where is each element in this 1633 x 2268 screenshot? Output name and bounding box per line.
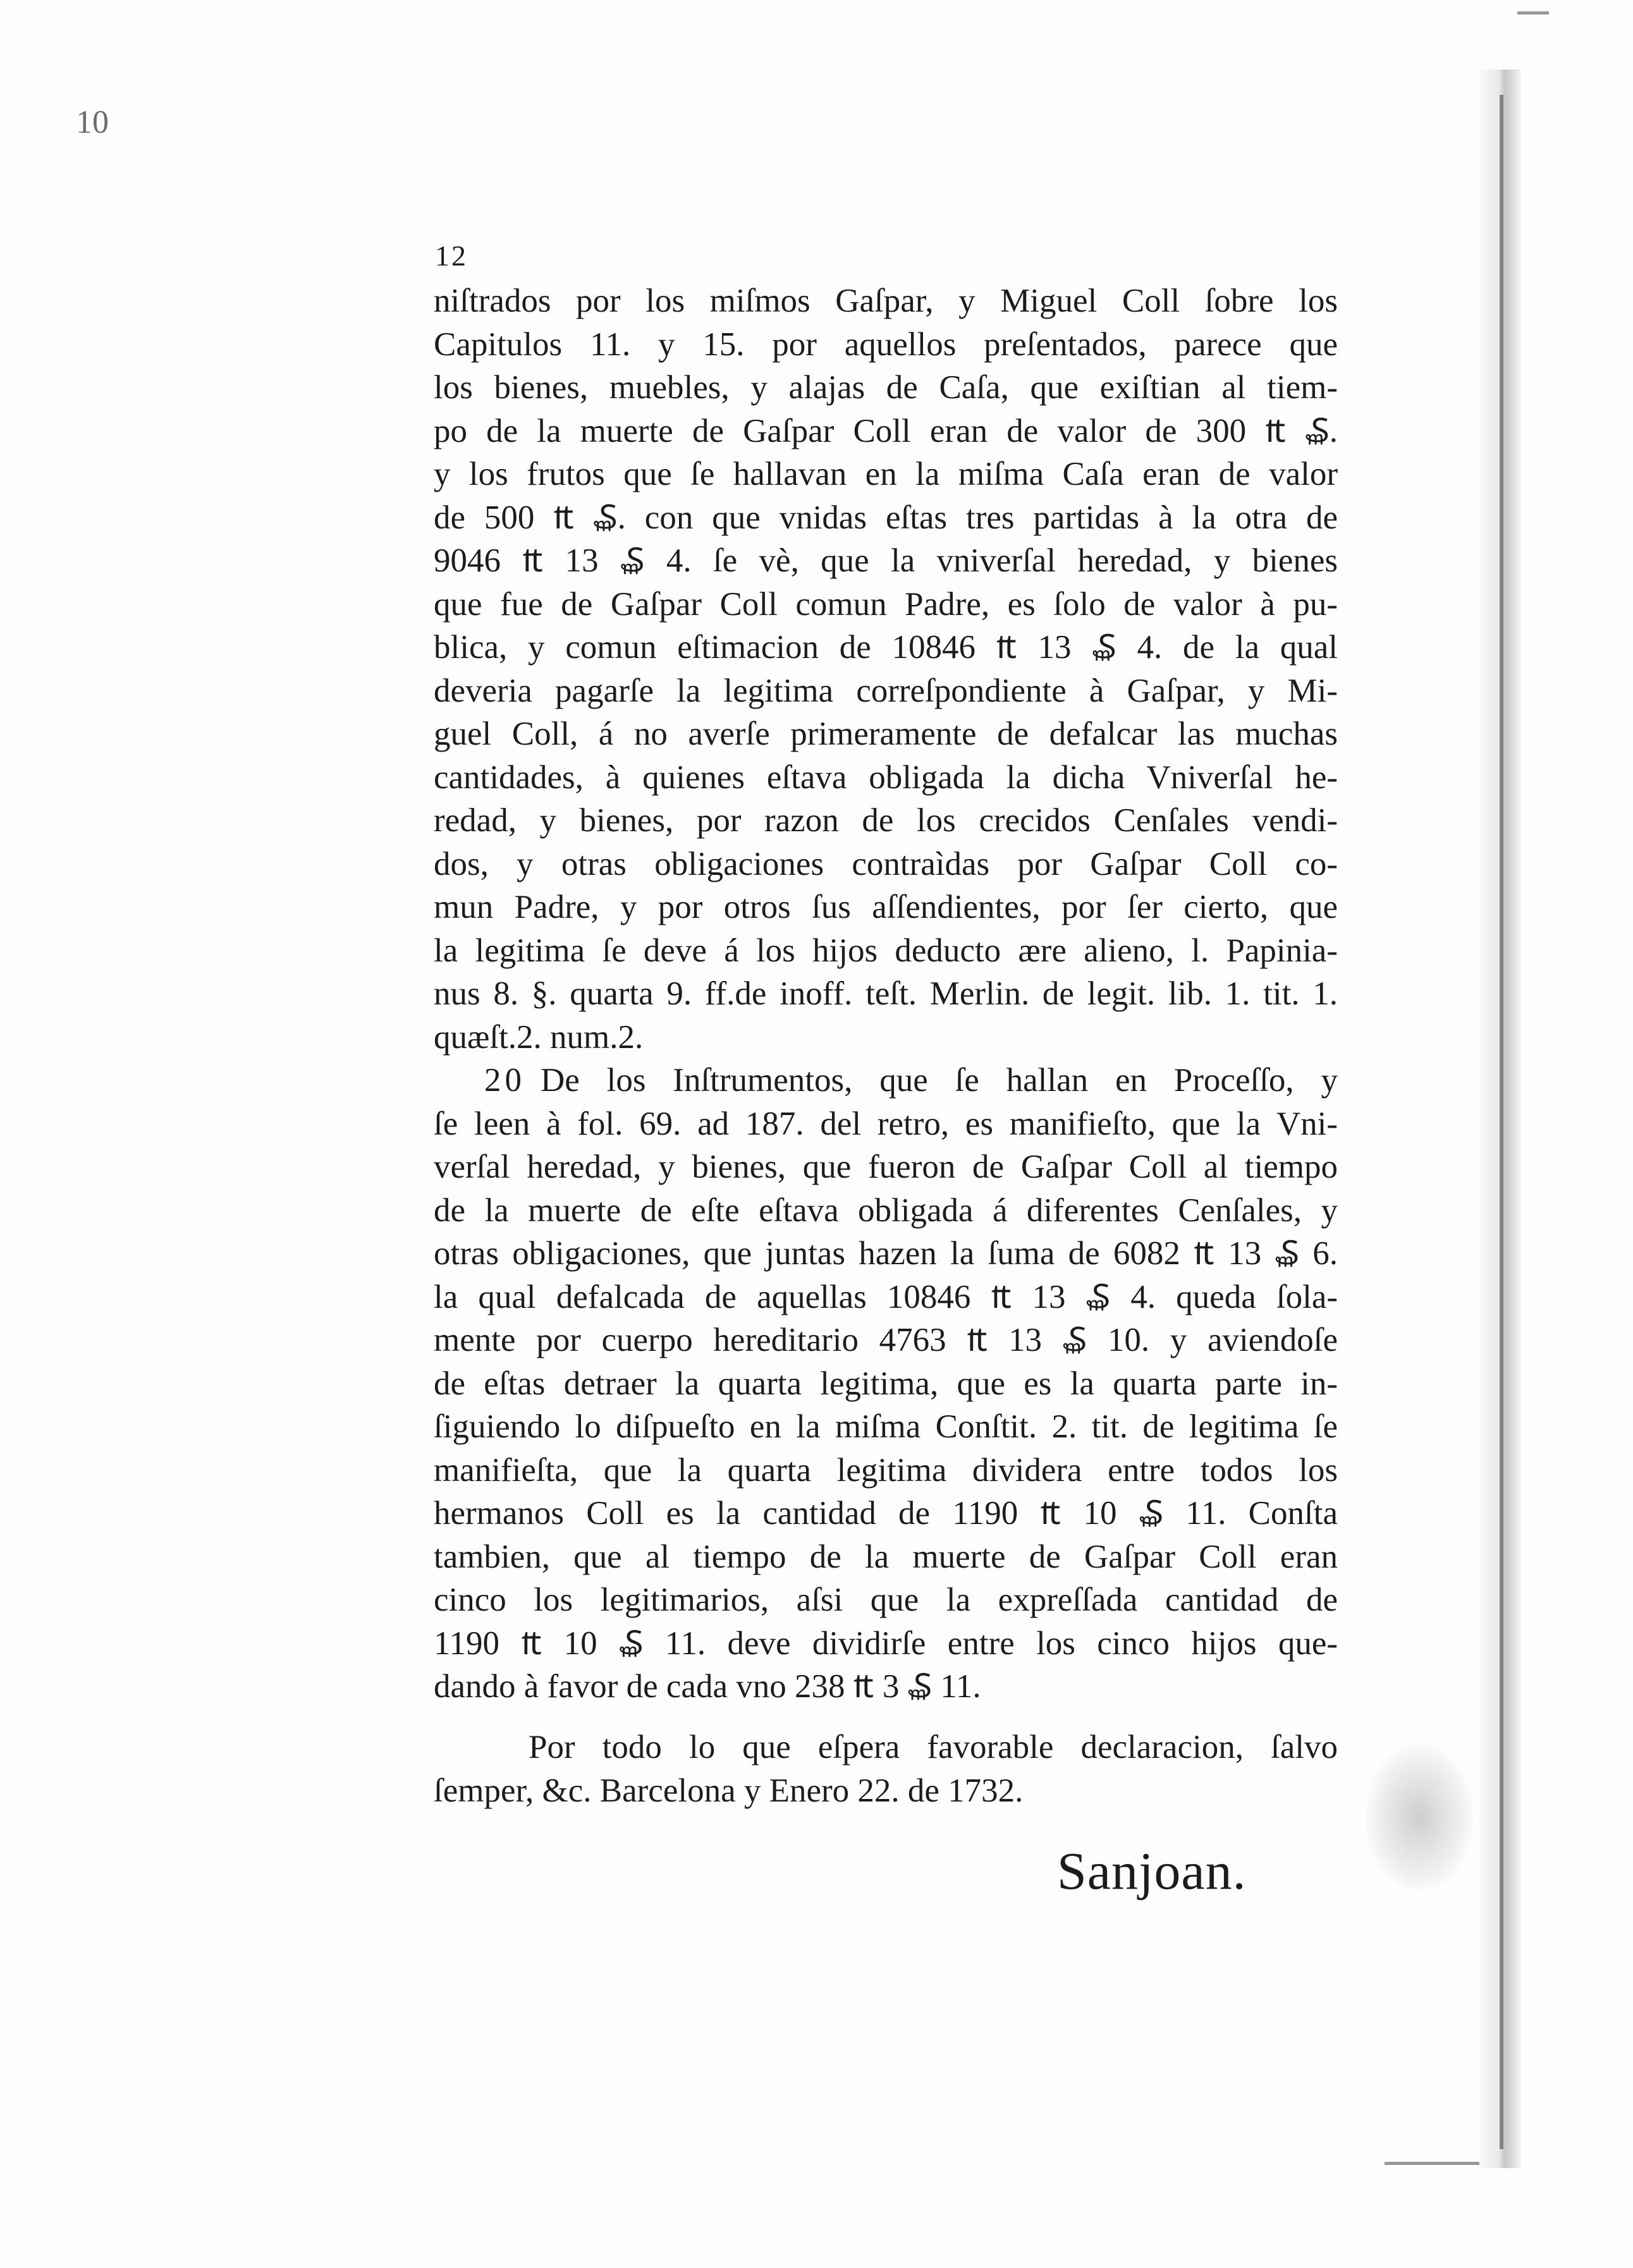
text-line: la legitima ſe deve á los hijos deducto ære alieno, l. Papinia-	[434, 932, 1338, 969]
text-line: niſtrados por los miſmos Gaſpar, y Miguel Coll ſobre los	[434, 283, 1338, 319]
text-line: redad, y bienes, por razon de los crecidos Cenſales vendi-	[434, 802, 1338, 839]
text-line: 9046 ₶ 13 ₷ 4. ſe vè, que la vniverſal heredad, y bienes	[434, 542, 1338, 579]
text-line: ſe leen à fol. 69. ad 187. del retro, es manifieſto, que la Vni-	[434, 1105, 1338, 1142]
text-line: quæſt.2. num.2.	[434, 1018, 644, 1056]
text-line: blica, y comun eſtimacion de 10846 ₶ 13 ₷ 4. de la qual	[434, 629, 1338, 666]
text-line: cinco los legitimarios, aſsi que la expreſſada cantidad de	[434, 1582, 1338, 1618]
text-line: ſiguiendo lo diſpueſto en la miſma Conſtit. 2. tit. de legitima ſe	[434, 1408, 1338, 1445]
text-line: de la muerte de eſte eſtava obligada á diferentes Cenſales, y	[434, 1192, 1338, 1229]
text-line: tambien, que al tiempo de la muerte de Gaſpar Coll eran	[434, 1538, 1338, 1575]
bottom-edge-mark	[1385, 2162, 1479, 2165]
text-line	[434, 1059, 1338, 1102]
paragraph-2	[434, 1059, 1338, 1709]
text-line: de eſtas detraer la quarta legitima, que es la quarta parte in-	[434, 1365, 1338, 1402]
text-line: hermanos Coll es la cantidad de 1190 ₶ 10 ₷ 11. Conſta	[434, 1495, 1338, 1532]
text-line: cantidades, à quienes eſtava obligada la dicha Vniverſal he-	[434, 759, 1338, 796]
text-line: dos, y otras obligaciones contraìdas por Gaſpar Coll co-	[434, 845, 1338, 882]
text-line: manifieſta, que la quarta legitima dividera entre todos los	[434, 1451, 1338, 1489]
body-text	[434, 279, 1338, 1709]
text-line: otras obligaciones, que juntas hazen la ſuma de 6082 ₶ 13 ₷ 6.	[434, 1235, 1338, 1272]
paragraph-1	[434, 279, 1338, 1059]
text-line: y los frutos que ſe hallavan en la miſma Caſa eran de valor	[434, 456, 1338, 492]
text-line: ſemper, &c. Barcelona y Enero 22. de 1732.	[434, 1772, 1024, 1809]
text-line: los bienes, muebles, y alajas de Caſa, que exiſtian al tiem-	[434, 369, 1338, 406]
text-line: Por todo lo que eſpera favorable declaracion, ſalvo	[529, 1729, 1338, 1765]
paper-stain	[1366, 1745, 1473, 1890]
archive-folio-mark: 10	[76, 104, 109, 140]
text-line: dando à favor de cada vno 238 ₶ 3 ₷ 11.	[434, 1668, 981, 1705]
text-line-content: De los Inſtrumentos, que ſe hallan en Proceſſo, y	[541, 1062, 1338, 1099]
text-line: nus 8. §. quarta 9. ff.de inoff. teſt. Merlin. de legit. lib. 1. tit. 1.	[434, 975, 1338, 1012]
text-line: Capitulos 11. y 15. por aquellos preſentados, parece que	[434, 326, 1338, 363]
paragraph-number: 20	[484, 1062, 525, 1099]
text-line: deveria pagarſe la legitima correſpondiente à Gaſpar, y Mi-	[434, 672, 1338, 709]
text-line: guel Coll, á no averſe primeramente de defalcar las muchas	[434, 716, 1338, 752]
text-line: verſal heredad, y bienes, que fueron de Gaſpar Coll al tiempo	[434, 1149, 1338, 1185]
page-edge-line	[1500, 95, 1503, 2149]
corner-mark	[1517, 11, 1549, 15]
text-line: 1190 ₶ 10 ₷ 11. deve dividirſe entre los cinco hijos que-	[434, 1625, 1338, 1662]
text-line: mun Padre, y por otros ſus aſſendientes, por ſer cierto, que	[434, 889, 1338, 925]
page-number: 12	[435, 240, 468, 272]
text-line: que fue de Gaſpar Coll comun Padre, es ſolo de valor à pu-	[434, 585, 1338, 623]
text-line: la qual defalcada de aquellas 10846 ₶ 13 ₷ 4. queda ſola-	[434, 1278, 1338, 1315]
signature: Sanjoan.	[1057, 1842, 1247, 1901]
text-line: mente por cuerpo hereditario 4763 ₶ 13 ₷ 10. y aviendoſe	[434, 1322, 1338, 1358]
closing-paragraph	[434, 1726, 1338, 1812]
text-line: po de la muerte de Gaſpar Coll eran de valor de 300 ₶ ₷.	[434, 412, 1338, 449]
text-line: de 500 ₶ ₷. con que vnidas eſtas tres partidas à la otra de	[434, 499, 1338, 536]
